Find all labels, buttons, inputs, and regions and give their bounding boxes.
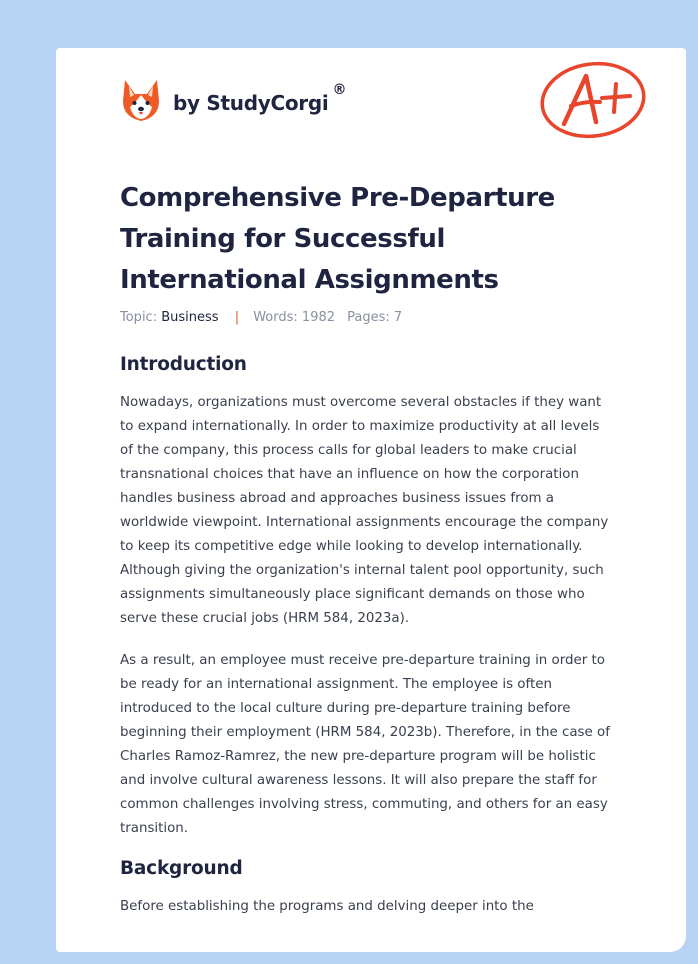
text-line: introduced to the local culture during pre-departure training before xyxy=(120,701,571,716)
text-line: Before establishing the programs and delving deeper into the xyxy=(120,899,534,914)
corgi-logo-icon xyxy=(121,77,161,123)
document-page xyxy=(56,48,686,952)
registered-mark: ® xyxy=(332,82,347,98)
document-meta xyxy=(120,310,402,325)
meta-separator: | xyxy=(234,310,240,325)
studycorgi-logo[interactable] xyxy=(121,76,346,124)
text-line: of the company, this process calls for global leaders to make crucial xyxy=(120,443,577,458)
text-line: be ready for an international assignment. The employee is often xyxy=(120,677,552,692)
text-line: to expand internationally. In order to maximize productivity at all levels xyxy=(120,419,600,434)
topic-link[interactable]: Business xyxy=(161,310,219,325)
text-line: worldwide viewpoint. International assignments encourage the company xyxy=(120,515,609,530)
text-line: As a result, an employee must receive pre-departure training in order to xyxy=(120,653,605,668)
a-plus-grade-icon xyxy=(538,60,650,146)
text-line: common challenges involving stress, commuting, and others for an easy xyxy=(120,797,608,812)
section-heading-background: Background xyxy=(120,858,243,879)
text-line: to keep its competitive edge while looking to develop internationally. xyxy=(120,539,583,554)
text-line: Charles Ramoz-Ramrez, the new pre-departure program will be holistic xyxy=(120,749,596,764)
title-line: Training for Successful xyxy=(120,224,445,254)
word-count: Words: 1982 xyxy=(253,310,336,325)
paragraph-intro-2 xyxy=(120,649,640,841)
paragraph-intro-1 xyxy=(120,391,640,631)
text-line: Although giving the organization's internal talent pool opportunity, such xyxy=(120,563,604,578)
text-line: and involve cultural awareness lessons. It will also prepare the staff for xyxy=(120,773,597,788)
document-title xyxy=(120,178,590,301)
page-count: Pages: 7 xyxy=(347,310,403,325)
text-line: serve these crucial jobs (HRM 584, 2023a). xyxy=(120,611,410,626)
text-line: transnational choices that have an influence on how the corporation xyxy=(120,467,579,482)
section-heading-introduction: Introduction xyxy=(120,354,247,375)
title-line: International Assignments xyxy=(120,265,499,295)
paragraph-background-1 xyxy=(120,895,640,919)
text-line: assignments simultaneously place significant demands on those who xyxy=(120,587,585,602)
text-line: Nowadays, organizations must overcome several obstacles if they want xyxy=(120,395,602,410)
text-line: transition. xyxy=(120,821,189,836)
title-line: Comprehensive Pre-Departure xyxy=(120,183,555,213)
brand-name: by StudyCorgi® xyxy=(173,82,347,115)
text-line: handles business abroad and approaches business issues from a xyxy=(120,491,555,506)
text-line: beginning their employment (HRM 584, 2023b). Therefore, in the case of xyxy=(120,725,610,740)
topic-label: Topic: xyxy=(120,310,158,325)
